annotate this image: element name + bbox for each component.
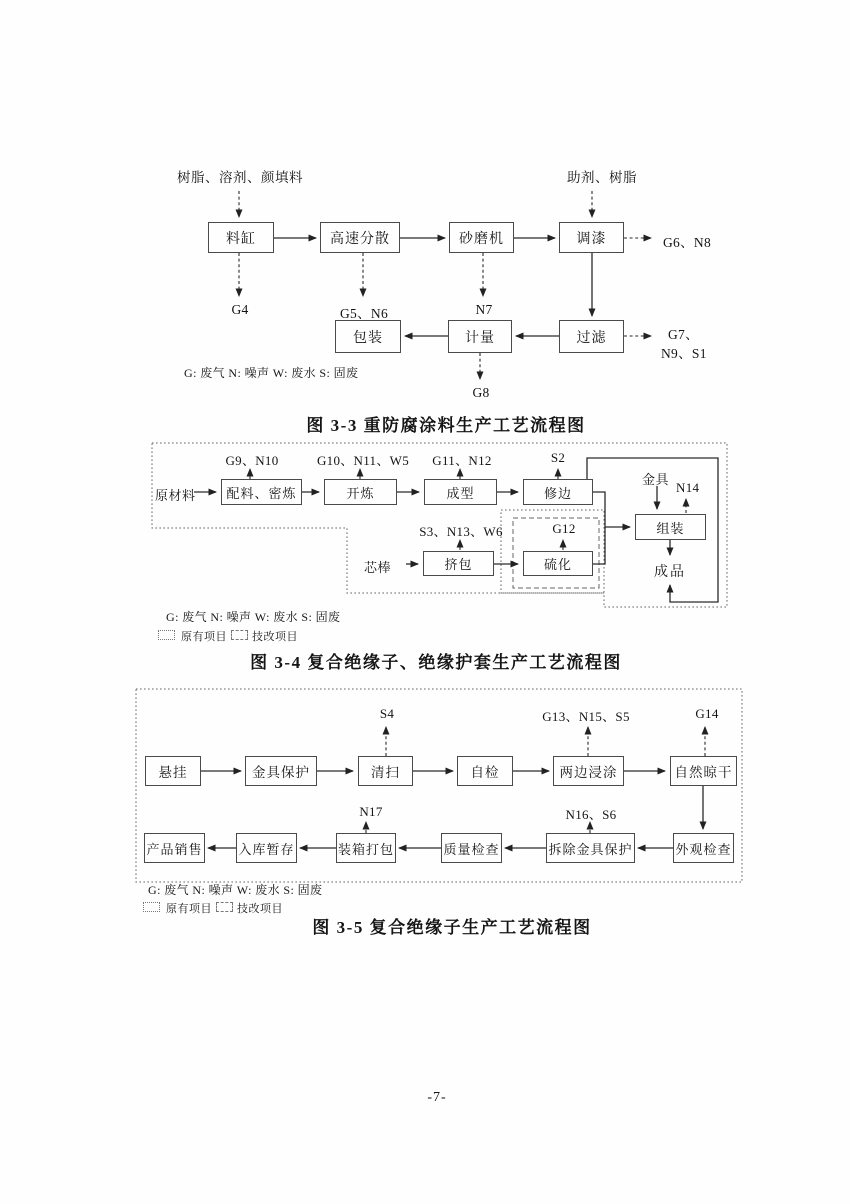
fig1-input-additive-resin: 助剂、树脂: [567, 170, 637, 185]
fig3-emission-s4: S4: [379, 706, 395, 721]
fig3-box-double-side-dip-coating: 两边浸涂: [553, 756, 624, 786]
fig1-emission-g5-n6: G5、N6: [340, 306, 388, 321]
fig2-emission-n14: N14: [676, 480, 700, 495]
fig3-emission-n17: N17: [359, 804, 383, 819]
fig2-emission-g12: G12: [552, 521, 576, 536]
fig2-box-extrusion: 挤包: [423, 551, 494, 576]
fig1-emission-n9-s1: N9、S1: [661, 346, 707, 361]
fig3-box-natural-air-drying: 自然晾干: [670, 756, 737, 786]
fig1-box-packing: 包装: [335, 320, 401, 353]
fig1-emission-g8: G8: [472, 385, 490, 400]
fig3-box-fitting-protection: 金具保护: [245, 756, 317, 786]
fig1-emission-g4: G4: [231, 302, 249, 317]
fig3-dashed-emission-arrows: [366, 727, 705, 833]
fig2-input-core-rod: 芯棒: [364, 560, 392, 575]
fig3-box-warehouse-storage: 入库暂存: [236, 833, 297, 863]
fig2-box-assembly: 组装: [635, 514, 706, 540]
fig2-box-open-milling: 开炼: [324, 479, 397, 505]
fig1-box-high-speed-dispersion: 高速分散: [320, 222, 400, 253]
fig2-emission-g11-n12: G11、N12: [432, 453, 492, 468]
fig1-box-filtering: 过滤: [559, 320, 624, 353]
fig1-box-paint-tinting: 调漆: [559, 222, 624, 253]
fig2-legend-original-label: 原有项目: [181, 631, 227, 643]
fig2-emission-g10-n11-w5: G10、N11、W5: [316, 453, 410, 468]
fig3-legend-codes: G: 废气 N: 噪声 W: 废水 S: 固废: [148, 883, 323, 897]
fig1-input-resin-solvent-filler: 树脂、溶剂、颜填料: [177, 170, 303, 185]
fig1-emission-n7: N7: [475, 302, 493, 317]
fig2-input-raw-material: 原材料: [155, 488, 196, 503]
fig2-caption: 图 3-4 复合绝缘子、绝缘护套生产工艺流程图: [250, 653, 622, 672]
fig1-box-material-tank: 料缸: [208, 222, 274, 253]
fig1-emission-g6-n8: G6、N8: [663, 235, 711, 250]
fig1-box-sand-mill: 砂磨机: [449, 222, 514, 253]
fig3-box-product-sales: 产品销售: [144, 833, 205, 863]
fig3-box-hanging: 悬挂: [145, 756, 201, 786]
fig2-legend-renovation-label: 技改项目: [252, 631, 298, 643]
fig3-legend-original-label: 原有项目: [166, 903, 212, 915]
fig3-legend-swatch-original: [143, 902, 160, 912]
fig1-box-metering: 计量: [448, 320, 512, 353]
fig2-box-molding: 成型: [424, 479, 497, 505]
fig2-box-trimming: 修边: [523, 479, 593, 505]
fig2-emission-g9-n10: G9、N10: [225, 453, 279, 468]
fig2-box-vulcanization: 硫化: [523, 551, 593, 576]
fig3-caption: 图 3-5 复合绝缘子生产工艺流程图: [312, 918, 592, 937]
fig3-box-quality-inspection: 质量检查: [441, 833, 502, 863]
fig3-box-boxing-packing: 装箱打包: [336, 833, 396, 863]
fig3-legend-swatch-renovation: [216, 902, 233, 912]
fig2-box-batching-kneading: 配料、密炼: [221, 479, 302, 505]
fig2-finished-product: 成品: [654, 565, 686, 580]
fig3-box-visual-inspection: 外观检查: [673, 833, 734, 863]
fig3-project-boundary: [136, 689, 742, 882]
fig3-box-self-inspection: 自检: [457, 756, 513, 786]
fig3-box-cleaning: 清扫: [358, 756, 413, 786]
fig1-legend-codes: G: 废气 N: 噪声 W: 废水 S: 固废: [184, 366, 359, 380]
fig2-legend-swatch-renovation: [231, 630, 248, 640]
fig2-legend-codes: G: 废气 N: 噪声 W: 废水 S: 固废: [166, 610, 341, 624]
fig3-emission-g14: G14: [695, 706, 719, 721]
fig3-emission-g13-n15-s5: G13、N15、S5: [542, 709, 630, 724]
fig1-emission-g7: G7、: [668, 327, 699, 342]
fig2-legend-swatch-original: [158, 630, 175, 640]
fig3-emission-n16-s6: N16、S6: [565, 807, 617, 822]
fig2-input-metal-fitting: 金具: [642, 472, 670, 487]
fig1-caption: 图 3-3 重防腐涂料生产工艺流程图: [306, 416, 586, 435]
fig3-box-remove-fitting-protection: 拆除金具保护: [546, 833, 635, 863]
fig3-legend-renovation-label: 技改项目: [237, 903, 283, 915]
fig2-emission-s3-n13-w6: S3、N13、W6: [419, 524, 503, 539]
page-number: -7-: [427, 1090, 447, 1105]
fig2-emission-s2: S2: [550, 450, 566, 465]
